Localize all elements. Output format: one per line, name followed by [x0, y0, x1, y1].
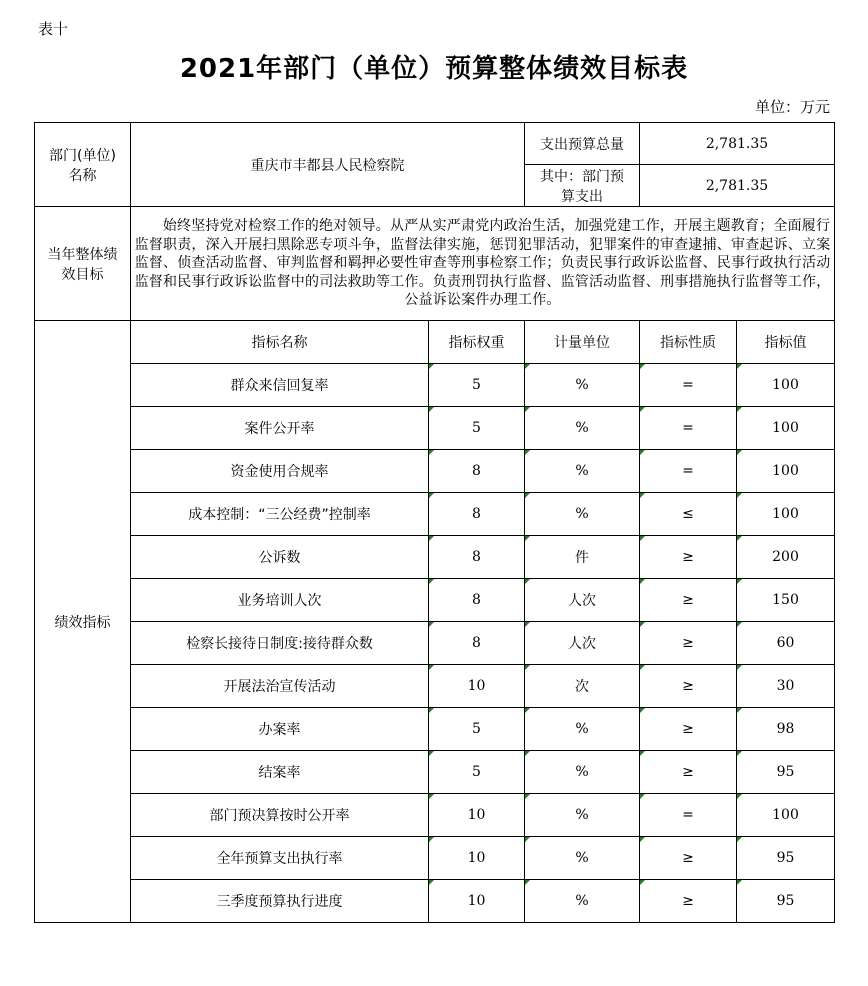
indicator-section-label: 绩效指标 — [35, 321, 131, 923]
cell-corner-mark — [737, 536, 742, 541]
cell-corner-mark — [429, 364, 434, 369]
cell-corner-mark — [737, 407, 742, 412]
indicator-value-text: 100 — [772, 807, 799, 823]
indicator-name-text: 结案率 — [258, 765, 301, 781]
indicator-unit-text: % — [575, 764, 589, 780]
indicator-unit-text: % — [575, 463, 589, 479]
cell-corner-mark — [429, 880, 434, 885]
indicator-nature — [640, 708, 737, 751]
indicator-nature-text: = — [682, 463, 694, 479]
indicator-row — [35, 364, 835, 407]
cell-corner-mark — [429, 450, 434, 455]
indicator-value — [737, 880, 835, 923]
cell-corner-mark — [737, 708, 742, 713]
indicator-unit — [525, 751, 640, 794]
cell-corner-mark — [640, 536, 645, 541]
cell-corner-mark — [525, 837, 530, 842]
indicator-name-text: 案件公开率 — [244, 421, 315, 437]
cell-corner-mark — [525, 751, 530, 756]
cell-corner-mark — [640, 579, 645, 584]
indicator-nature — [640, 794, 737, 837]
cell-corner-mark — [429, 493, 434, 498]
indicator-unit-text: % — [575, 850, 589, 866]
cell-corner-mark — [737, 364, 742, 369]
indicator-weight-text: 8 — [472, 592, 481, 608]
indicator-value-text: 60 — [776, 635, 795, 651]
indicator-value-text: 200 — [772, 549, 799, 565]
indicator-weight — [429, 751, 525, 794]
indicator-name — [131, 665, 429, 708]
cell-corner-mark — [640, 837, 645, 842]
indicator-unit-text: % — [575, 893, 589, 909]
cell-corner-mark — [737, 493, 742, 498]
indicator-header-row — [35, 321, 835, 364]
indicator-weight — [429, 364, 525, 407]
indicator-name-text: 三季度预算执行进度 — [216, 894, 343, 910]
indicator-value — [737, 450, 835, 493]
cell-corner-mark — [737, 665, 742, 670]
indicator-value-text: 150 — [772, 592, 799, 608]
indicator-value-text: 100 — [772, 377, 799, 393]
indicator-nature — [640, 407, 737, 450]
indicator-nature-text: ≥ — [682, 549, 694, 565]
cell-corner-mark — [640, 622, 645, 627]
indicator-unit — [525, 493, 640, 536]
indicator-name-text: 群众来信回复率 — [230, 378, 329, 394]
indicator-unit — [525, 837, 640, 880]
indicator-unit — [525, 880, 640, 923]
dept-budget-value: 2,781.35 — [640, 165, 835, 207]
indicator-weight — [429, 407, 525, 450]
indicator-name-text: 办案率 — [258, 722, 301, 738]
indicator-row — [35, 579, 835, 622]
budget-total-value: 2,781.35 — [640, 123, 835, 165]
indicator-name-text: 业务培训人次 — [237, 593, 322, 609]
indicator-weight-text: 8 — [472, 506, 481, 522]
indicator-unit-text: % — [575, 420, 589, 436]
header-measure-unit: 计量单位 — [525, 321, 640, 364]
indicator-value — [737, 708, 835, 751]
indicator-nature-text: ≥ — [682, 721, 694, 737]
indicator-name — [131, 751, 429, 794]
indicator-unit-text: % — [575, 807, 589, 823]
cell-corner-mark — [525, 364, 530, 369]
indicator-value-text: 95 — [776, 764, 795, 780]
cell-corner-mark — [737, 751, 742, 756]
indicator-name — [131, 708, 429, 751]
indicator-nature — [640, 837, 737, 880]
cell-corner-mark — [640, 665, 645, 670]
indicator-value — [737, 579, 835, 622]
cell-corner-mark — [737, 622, 742, 627]
cell-corner-mark — [525, 622, 530, 627]
indicator-name — [131, 579, 429, 622]
indicator-row — [35, 665, 835, 708]
indicator-unit-text: 人次 — [568, 636, 596, 652]
cell-corner-mark — [737, 450, 742, 455]
indicator-value — [737, 794, 835, 837]
indicator-row — [35, 751, 835, 794]
indicator-weight-text: 5 — [472, 377, 481, 393]
indicator-weight-text: 5 — [472, 420, 481, 436]
indicator-name — [131, 880, 429, 923]
goal-text: 始终坚持党对检察工作的绝对领导。从严从实严肃党内政治生活，加强党建工作，开展主题教育；全面履行监督职责，深入开展扫黑除恶专项斗争，监督法律实施，惩罚犯罪活动，犯罪案件的审查逮捕、审查起诉、立案监督、侦查活动监督、审判监督和羁押必要性审查等刑事检察工作；负责民事行政诉讼监督、民事行政执行活动监督和民事行政诉讼监督中的司法救助等工作。负责刑罚执行监督、监管活动监督、刑事措施执行监督等工作，公益诉讼案件办理工作。 — [131, 207, 835, 321]
cell-corner-mark — [429, 407, 434, 412]
cell-corner-mark — [737, 880, 742, 885]
indicator-unit — [525, 622, 640, 665]
indicator-name-text: 全年预算支出执行率 — [216, 851, 343, 867]
indicator-weight — [429, 493, 525, 536]
header-indicator-nature: 指标性质 — [640, 321, 737, 364]
dept-name-label: 部门(单位)名称 — [35, 123, 131, 207]
indicator-value-text: 100 — [772, 420, 799, 436]
performance-table — [34, 122, 835, 923]
indicator-row — [35, 536, 835, 579]
cell-corner-mark — [429, 708, 434, 713]
indicator-unit-text: % — [575, 506, 589, 522]
cell-corner-mark — [429, 622, 434, 627]
indicator-weight — [429, 450, 525, 493]
indicator-nature — [640, 665, 737, 708]
indicator-name — [131, 493, 429, 536]
indicator-value-text: 95 — [776, 893, 795, 909]
cell-corner-mark — [525, 579, 530, 584]
indicator-nature-text: ≥ — [682, 635, 694, 651]
indicator-unit — [525, 407, 640, 450]
indicator-unit-text: 次 — [575, 679, 589, 695]
cell-corner-mark — [525, 407, 530, 412]
unit-label: 单位：万元 — [754, 98, 830, 116]
indicator-weight-text: 8 — [472, 463, 481, 479]
cell-corner-mark — [640, 450, 645, 455]
cell-corner-mark — [640, 407, 645, 412]
indicator-value — [737, 622, 835, 665]
indicator-nature — [640, 880, 737, 923]
indicator-weight — [429, 536, 525, 579]
indicator-nature-text: = — [682, 420, 694, 436]
cell-corner-mark — [429, 794, 434, 799]
cell-corner-mark — [737, 794, 742, 799]
indicator-name-text: 开展法治宣传活动 — [223, 679, 336, 695]
cell-corner-mark — [429, 837, 434, 842]
indicator-nature — [640, 493, 737, 536]
cell-corner-mark — [640, 794, 645, 799]
indicator-row — [35, 622, 835, 665]
indicator-name-text: 公诉数 — [258, 550, 301, 566]
indicator-row — [35, 493, 835, 536]
indicator-weight — [429, 708, 525, 751]
goal-label: 当年整体绩效目标 — [35, 207, 131, 321]
header-indicator-name: 指标名称 — [131, 321, 429, 364]
indicator-unit-text: 人次 — [568, 593, 596, 609]
indicator-row — [35, 837, 835, 880]
cell-corner-mark — [429, 536, 434, 541]
indicator-name-text: 成本控制：“三公经费”控制率 — [188, 507, 371, 523]
indicator-nature — [640, 622, 737, 665]
indicator-name — [131, 407, 429, 450]
indicator-weight-text: 8 — [472, 549, 481, 565]
cell-corner-mark — [737, 579, 742, 584]
cell-corner-mark — [525, 794, 530, 799]
indicator-name-text: 资金使用合规率 — [230, 464, 329, 480]
indicator-value — [737, 493, 835, 536]
dept-budget-label: 其中：部门预算支出 — [525, 165, 640, 207]
indicator-weight-text: 5 — [472, 721, 481, 737]
budget-total-label: 支出预算总量 — [525, 123, 640, 165]
cell-corner-mark — [640, 493, 645, 498]
indicator-value-text: 30 — [776, 678, 795, 694]
cell-corner-mark — [525, 493, 530, 498]
header-indicator-weight: 指标权重 — [429, 321, 525, 364]
indicator-weight — [429, 579, 525, 622]
indicator-weight — [429, 880, 525, 923]
indicator-value-text: 100 — [772, 463, 799, 479]
indicator-value — [737, 751, 835, 794]
indicator-nature-text: ≥ — [682, 592, 694, 608]
cell-corner-mark — [640, 751, 645, 756]
indicator-weight — [429, 665, 525, 708]
indicator-name — [131, 622, 429, 665]
indicator-row — [35, 407, 835, 450]
indicator-weight — [429, 622, 525, 665]
indicator-value — [737, 407, 835, 450]
page-title: 2021年部门（单位）预算整体绩效目标表 — [179, 54, 689, 84]
cell-corner-mark — [640, 880, 645, 885]
indicator-weight-text: 10 — [467, 807, 486, 823]
indicator-unit — [525, 708, 640, 751]
indicator-weight — [429, 794, 525, 837]
indicator-weight-text: 8 — [472, 635, 481, 651]
header-indicator-value: 指标值 — [737, 321, 835, 364]
cell-corner-mark — [429, 751, 434, 756]
indicator-nature — [640, 536, 737, 579]
cell-corner-mark — [525, 708, 530, 713]
indicator-unit — [525, 794, 640, 837]
indicator-value-text: 95 — [776, 850, 795, 866]
indicator-unit — [525, 665, 640, 708]
indicator-unit — [525, 450, 640, 493]
indicator-name — [131, 536, 429, 579]
indicator-value — [737, 364, 835, 407]
cell-corner-mark — [640, 708, 645, 713]
indicator-name — [131, 837, 429, 880]
indicator-nature — [640, 450, 737, 493]
cell-corner-mark — [640, 364, 645, 369]
cell-corner-mark — [525, 536, 530, 541]
indicator-value — [737, 665, 835, 708]
indicator-weight-text: 5 — [472, 764, 481, 780]
indicator-nature — [640, 751, 737, 794]
indicator-unit — [525, 579, 640, 622]
cell-corner-mark — [737, 837, 742, 842]
cell-corner-mark — [525, 665, 530, 670]
indicator-weight — [429, 837, 525, 880]
indicator-row — [35, 450, 835, 493]
cell-corner-mark — [429, 665, 434, 670]
cell-corner-mark — [525, 450, 530, 455]
indicator-nature-text: = — [682, 807, 694, 823]
indicator-value — [737, 837, 835, 880]
indicator-name — [131, 450, 429, 493]
indicator-weight-text: 10 — [467, 893, 486, 909]
indicator-value-text: 100 — [772, 506, 799, 522]
indicator-unit-text: % — [575, 377, 589, 393]
indicator-unit — [525, 536, 640, 579]
indicator-unit-text: % — [575, 721, 589, 737]
indicator-value — [737, 536, 835, 579]
indicator-weight-text: 10 — [467, 850, 486, 866]
indicator-row — [35, 708, 835, 751]
indicator-name — [131, 794, 429, 837]
indicator-unit-text: 件 — [575, 550, 589, 566]
indicator-name — [131, 364, 429, 407]
indicator-name-text: 检察长接待日制度:接待群众数 — [186, 636, 373, 652]
indicator-nature-text: ≥ — [682, 764, 694, 780]
indicator-unit — [525, 364, 640, 407]
cell-corner-mark — [429, 579, 434, 584]
indicator-row — [35, 880, 835, 923]
indicator-name-text: 部门预决算按时公开率 — [209, 808, 350, 824]
indicator-nature-text: ≥ — [682, 678, 694, 694]
indicator-row — [35, 794, 835, 837]
dept-name-value: 重庆市丰都县人民检察院 — [131, 123, 525, 207]
indicator-nature-text: ≥ — [682, 893, 694, 909]
indicator-nature-text: = — [682, 377, 694, 393]
cell-corner-mark — [525, 880, 530, 885]
table-tag: 表十 — [38, 20, 69, 38]
indicator-nature — [640, 364, 737, 407]
indicator-value-text: 98 — [776, 721, 795, 737]
indicator-nature — [640, 579, 737, 622]
indicator-weight-text: 10 — [467, 678, 486, 694]
indicator-nature-text: ≤ — [682, 506, 694, 522]
indicator-nature-text: ≥ — [682, 850, 694, 866]
